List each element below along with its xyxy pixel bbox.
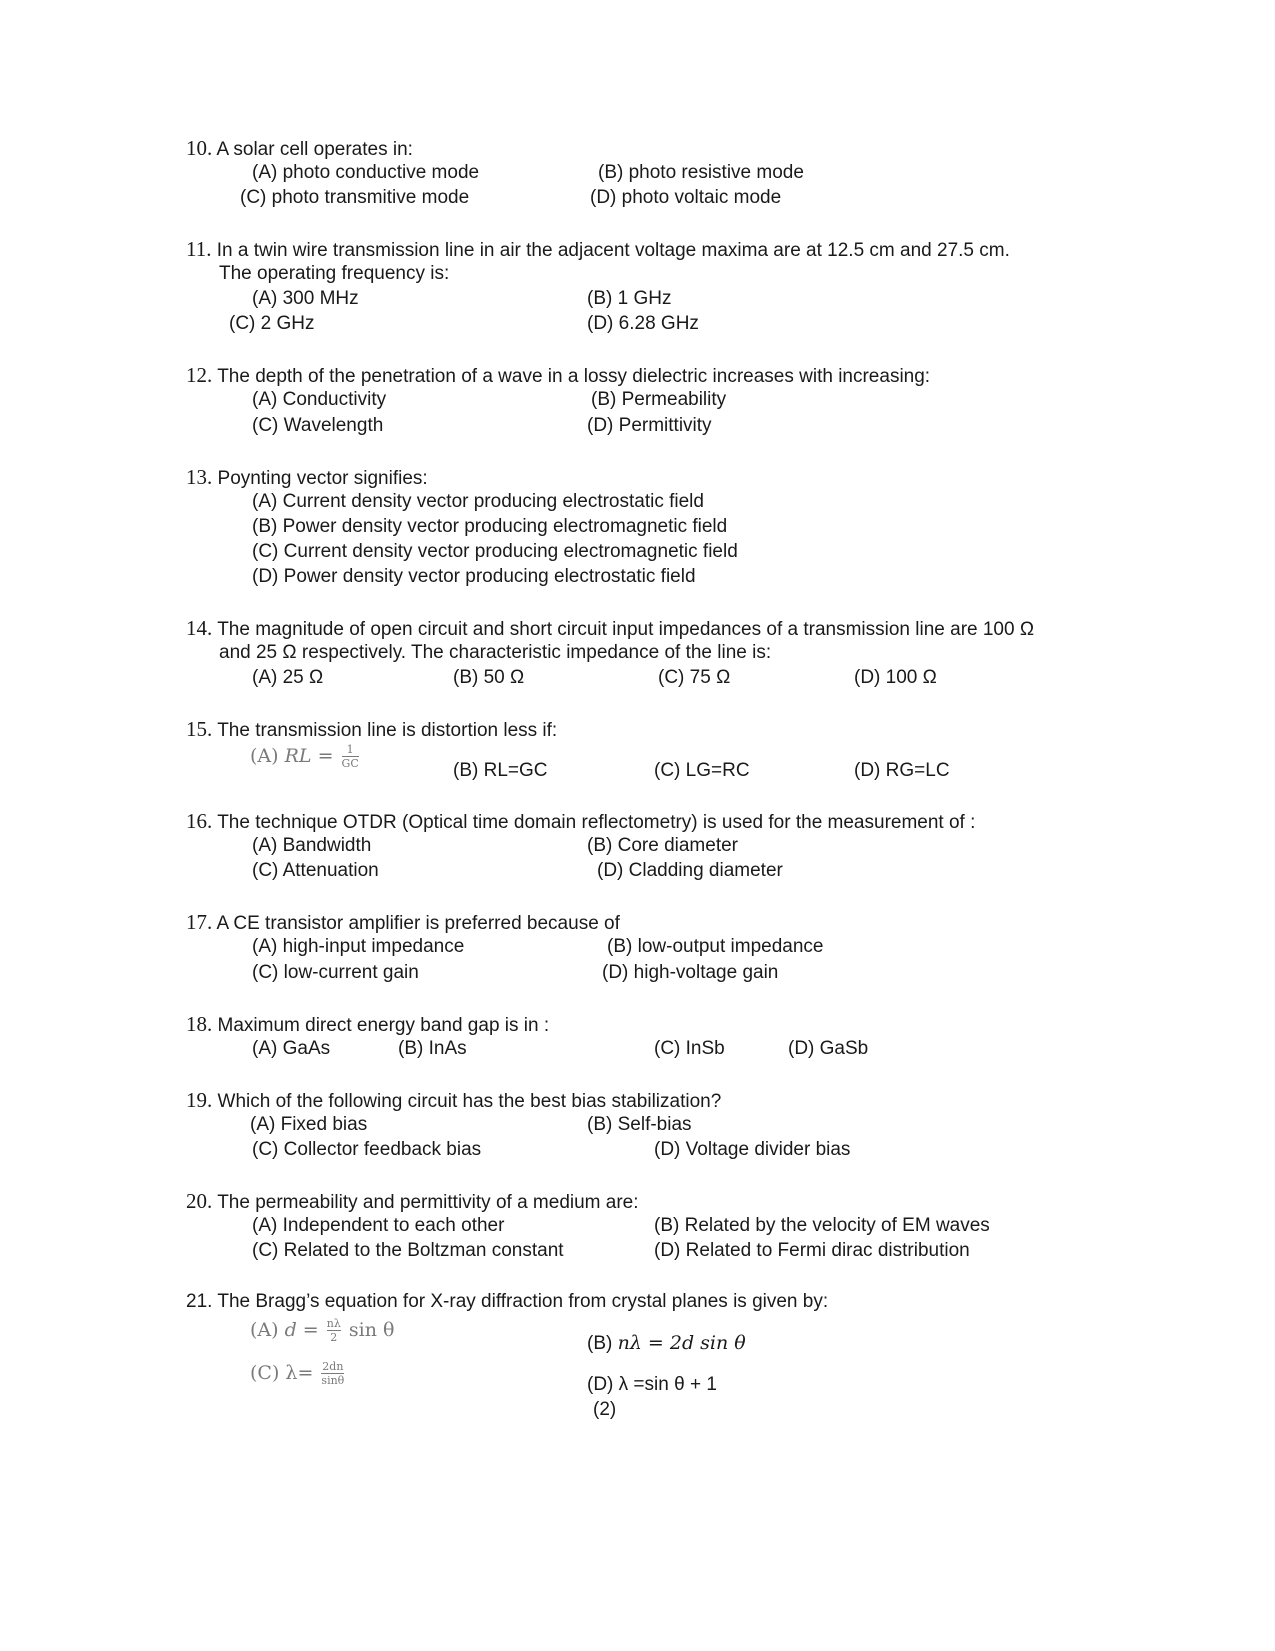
option-c: (C) Attenuation [252,860,379,881]
option-b: (B) 50 Ω [453,667,525,688]
question-12 [186,363,930,389]
option-c: (C) Wavelength [252,415,384,436]
option-d: (D) Voltage divider bias [654,1139,851,1160]
option-a: (A) Current density vector producing electrostatic field [252,491,704,512]
question-text: The technique OTDR (Optical time domain reflectometry) is used for the measurement of : [217,812,976,833]
option-label: (A) [250,745,279,767]
option-c: (C) Current density vector producing electromagnetic field [252,541,738,562]
option-c: (C) LG=RC [654,760,750,781]
question-text: The Bragg’s equation for X-ray diffraction from crystal planes is given by: [217,1291,829,1312]
option-d: (D) 6.28 GHz [587,313,699,334]
option-a: (A) 25 Ω [252,667,324,688]
formula-lhs: d [284,1319,297,1341]
question-10 [186,136,413,162]
option-label: (B) [587,1333,613,1354]
question-number: 20. [186,1189,213,1213]
option-a-formula: (A) d = $\frac{n\lambda}{2}$ sin θ [250,1317,395,1344]
option-c: (C) low-current gain [252,962,419,983]
option-d: (D) Cladding diameter [597,860,783,881]
option-d: (D) Related to Fermi dirac distribution [654,1240,970,1261]
question-text: The magnitude of open circuit and short circuit input impedances of a transmission line are 100 Ω [217,619,1035,640]
denominator: 2 [327,1330,341,1344]
question-13 [186,465,428,491]
question-number: 13. [186,465,213,489]
option-b: (B) Self-bias [587,1114,692,1135]
option-b: (B) RL=GC [453,760,548,781]
question-number: 16. [186,809,213,833]
option-d: (D) high-voltage gain [602,962,779,983]
option-b [587,1331,746,1356]
option-a: (A) photo conductive mode [252,162,480,183]
numerator: 1 [346,743,354,756]
option-b: (B) 1 GHz [587,288,672,309]
question-number: 21. [186,1291,213,1312]
option-c-formula [250,1361,346,1387]
option-a: (A) high-input impedance [252,936,465,957]
question-number: 15. [186,717,213,741]
option-a-formula: (A) RL = $\frac{1}{GC}$ [250,743,359,770]
option-d: (D) λ =sin θ + 1 [587,1374,717,1395]
option-label: (A) [250,1319,279,1341]
option-c: (C) 2 GHz [229,313,315,334]
option-b: (B) Related by the velocity of EM waves [654,1215,990,1236]
option-c: (C) Collector feedback bias [252,1139,482,1160]
option-a: (A) Independent to each other [252,1215,505,1236]
formula: nλ = 2d sin θ [617,1332,746,1354]
option-b: (B) InAs [398,1038,467,1059]
option-a: (A) Bandwidth [252,835,372,856]
option-c: (C) InSb [654,1038,725,1059]
option-a: (A) GaAs [252,1038,331,1059]
option-d: (D) GaSb [788,1038,869,1059]
option-b: (B) Core diameter [587,835,738,856]
fraction [321,1361,344,1387]
question-text: A CE transistor amplifier is preferred because of [216,913,620,934]
question-text: A solar cell operates in: [216,139,413,160]
formula-lhs: RL [284,745,312,767]
question-20 [186,1189,639,1215]
option-c: (C) 75 Ω [658,667,731,688]
option-b: (B) low-output impedance [607,936,824,957]
question-text-line2: The operating frequency is: [219,263,450,284]
question-text: Poynting vector signifies: [217,468,428,489]
question-number: 12. [186,363,213,387]
question-number: 19. [186,1088,213,1112]
option-a: (A) 300 MHz [252,288,359,309]
question-text: The transmission line is distortion less if: [217,720,558,741]
question-number: 11. [186,237,212,261]
option-b: (B) Permeability [591,389,727,410]
question-number: 10. [186,136,213,160]
denominator: sinθ [321,1374,345,1387]
question-number: 17. [186,910,213,934]
question-text: In a twin wire transmission line in air the adjacent voltage maxima are at 12.5 cm and 27.5 cm. [216,240,1010,261]
option-a: (A) Conductivity [252,389,387,410]
question-19 [186,1088,721,1114]
question-11 [186,237,1010,263]
option-d: (D) 100 Ω [854,667,937,688]
option-b: (B) photo resistive mode [598,162,804,183]
page-number: (2) [593,1399,617,1420]
formula-tail: sin θ [348,1319,395,1341]
denominator: GC [341,757,359,770]
option-d: (D) RG=LC [854,760,950,781]
question-text: Which of the following circuit has the best bias stabilization? [217,1091,722,1112]
fraction [327,1318,341,1344]
fraction [342,744,359,770]
question-14 [186,616,1034,642]
option-c: (C) Related to the Boltzman constant [252,1240,564,1261]
question-text: Maximum direct energy band gap is in : [217,1015,550,1036]
question-17 [186,910,620,936]
option-d: (D) Power density vector producing electrostatic field [252,566,696,587]
option-a: (A) Fixed bias [250,1114,368,1135]
question-21 [186,1290,828,1314]
option-c: (C) photo transmitive mode [240,187,470,208]
option-d: (D) Permittivity [587,415,712,436]
question-15 [186,717,557,743]
question-number: 14. [186,616,213,640]
question-number: 18. [186,1012,213,1036]
question-text: The depth of the penetration of a wave in a lossy dielectric increases with increasing: [217,366,931,387]
numerator: 2dn [322,1360,344,1373]
question-text-line2: and 25 Ω respectively. The characteristic impedance of the line is: [219,642,772,663]
option-d: (D) photo voltaic mode [590,187,782,208]
question-text: The permeability and permittivity of a medium are: [217,1192,639,1213]
question-16 [186,809,975,835]
question-18 [186,1012,549,1038]
numerator: nλ [326,1317,341,1330]
option-b: (B) Power density vector producing electromagnetic field [252,516,728,537]
option-label: (C) λ= [250,1362,314,1384]
